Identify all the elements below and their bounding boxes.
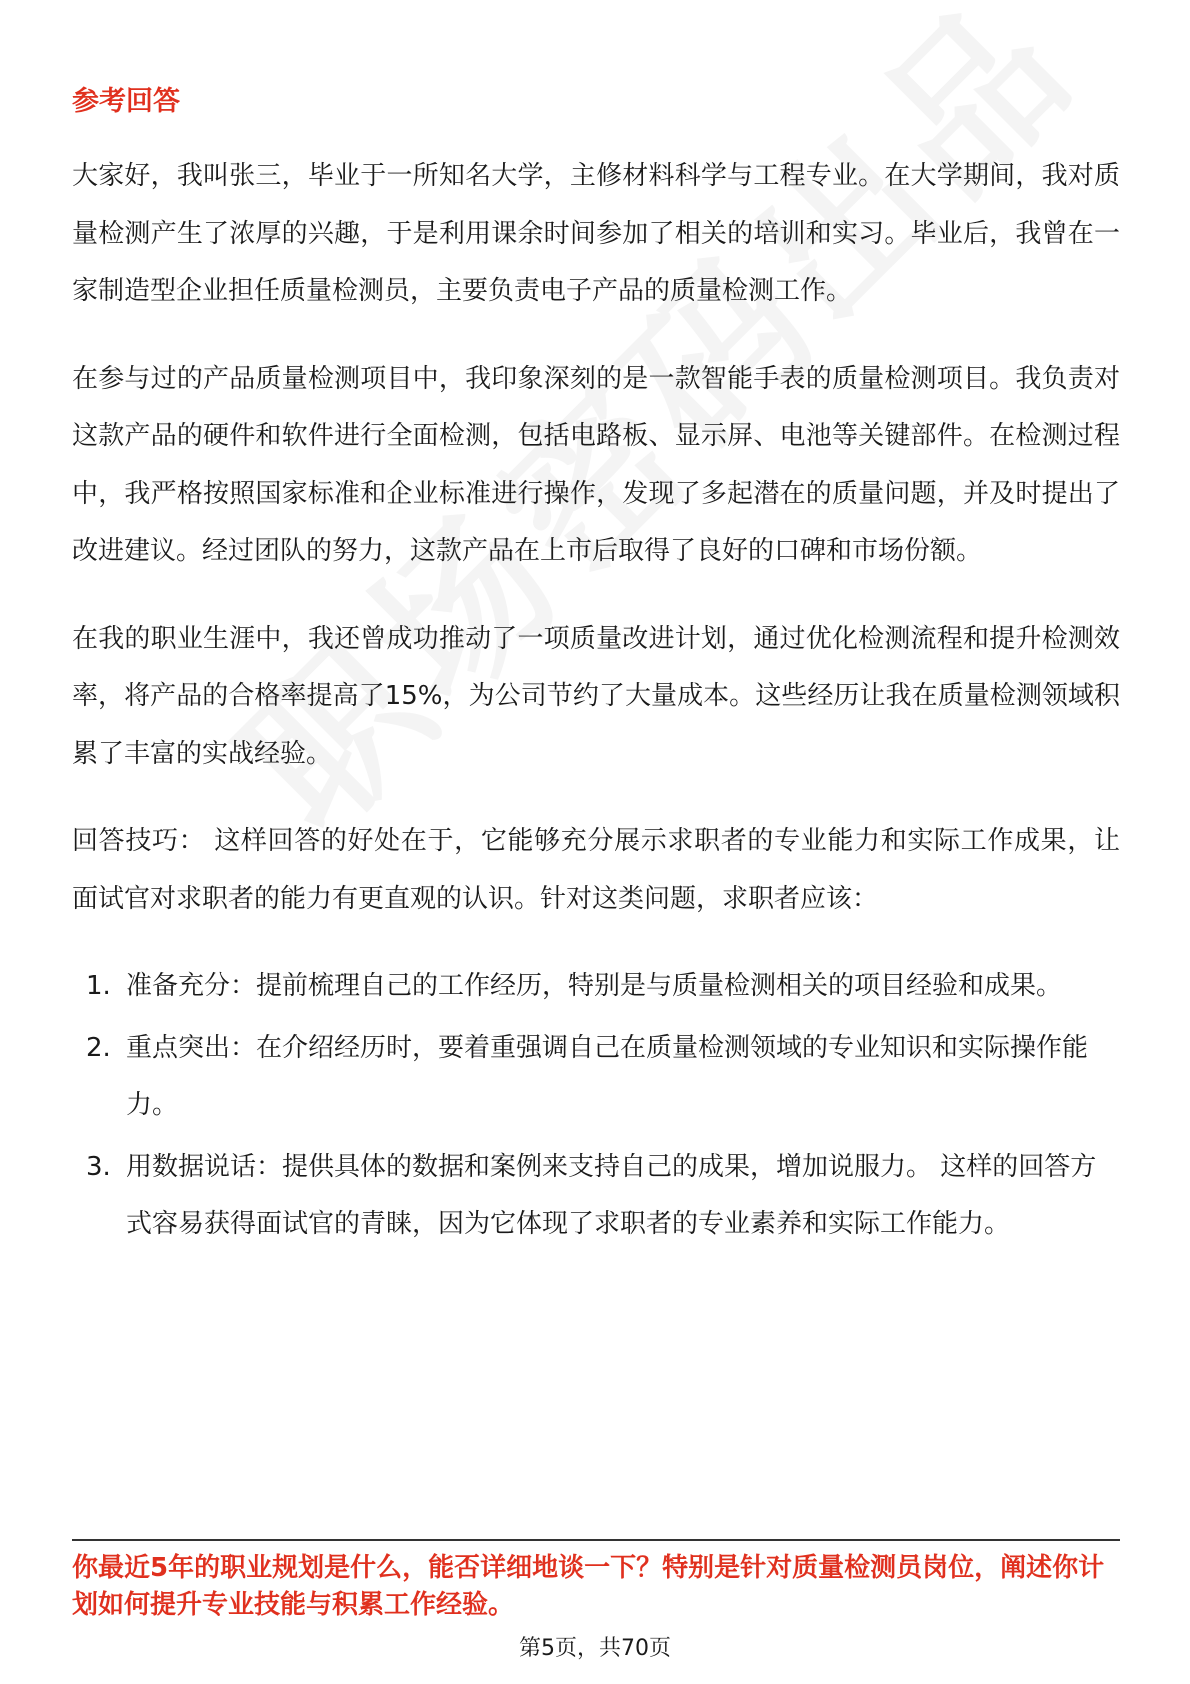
list-item-text: 准备充分：提前梳理自己的工作经历，特别是与质量检测相关的项目经验和成果。 (126, 971, 1063, 1001)
answer-paragraph-intro: 大家好，我叫张三，毕业于一所知名大学，主修材料科学与工程专业。在大学期间，我对质量检测产生了浓厚的兴趣，于是利用课余时间参加了相关的培训和实习。毕业后，我曾在一家制造型企业担任质量检测员，主要负责电子产品的质量检测工作。 (72, 161, 1120, 306)
section-heading: 参考回答 (72, 86, 180, 117)
list-item-text: 用数据说话：提供具体的数据和案例来支持自己的成果，增加说服力。 这样的回答方式容易获得面试官的青睐，因为它体现了求职者的专业素养和实际工作能力。 (126, 1151, 1097, 1239)
section-divider (72, 1539, 1120, 1541)
answer-tips-intro: 回答技巧： 这样回答的好处在于，它能够充分展示求职者的专业能力和实际工作成果，让面试官对求职者的能力有更直观的认识。针对这类问题，求职者应该： (72, 826, 1120, 914)
document-body (72, 82, 1120, 1258)
list-item (72, 958, 1120, 1016)
next-question: 你最近5年的职业规划是什么，能否详细地谈一下？特别是针对质量检测员岗位，阐述你计划如何提升专业技能与积累工作经验。 (72, 1553, 1105, 1620)
list-item-number: 3. (86, 1151, 111, 1182)
list-item-text: 重点突出：在介绍经历时，要着重强调自己在质量检测领域的专业知识和实际操作能力。 (126, 1032, 1089, 1120)
list-item-number: 1. (86, 971, 111, 1001)
list-item-number: 2. (86, 1032, 111, 1063)
list-item (72, 1139, 1120, 1254)
list-item (72, 1020, 1120, 1135)
answer-paragraph-achievement: 在我的职业生涯中，我还曾成功推动了一项质量改进计划，通过优化检测流程和提升检测效率，将产品的合格率提高了15%，为公司节约了大量成本。这些经历让我在质量检测领域积累了丰富的实战经验。 (72, 623, 1120, 769)
page-number: 第5页，共70页 (519, 1636, 671, 1661)
tips-list (72, 958, 1120, 1254)
answer-paragraph-project: 在参与过的产品质量检测项目中，我印象深刻的是一款智能手表的质量检测项目。我负责对这款产品的硬件和软件进行全面检测，包括电路板、显示屏、电池等关键部件。在检测过程中，我严格按照国家标准和企业标准进行操作，发现了多起潜在的质量问题，并及时提出了改进建议。经过团队的努力，这款产品在上市后取得了良好的口碑和市场份额。 (72, 363, 1120, 566)
